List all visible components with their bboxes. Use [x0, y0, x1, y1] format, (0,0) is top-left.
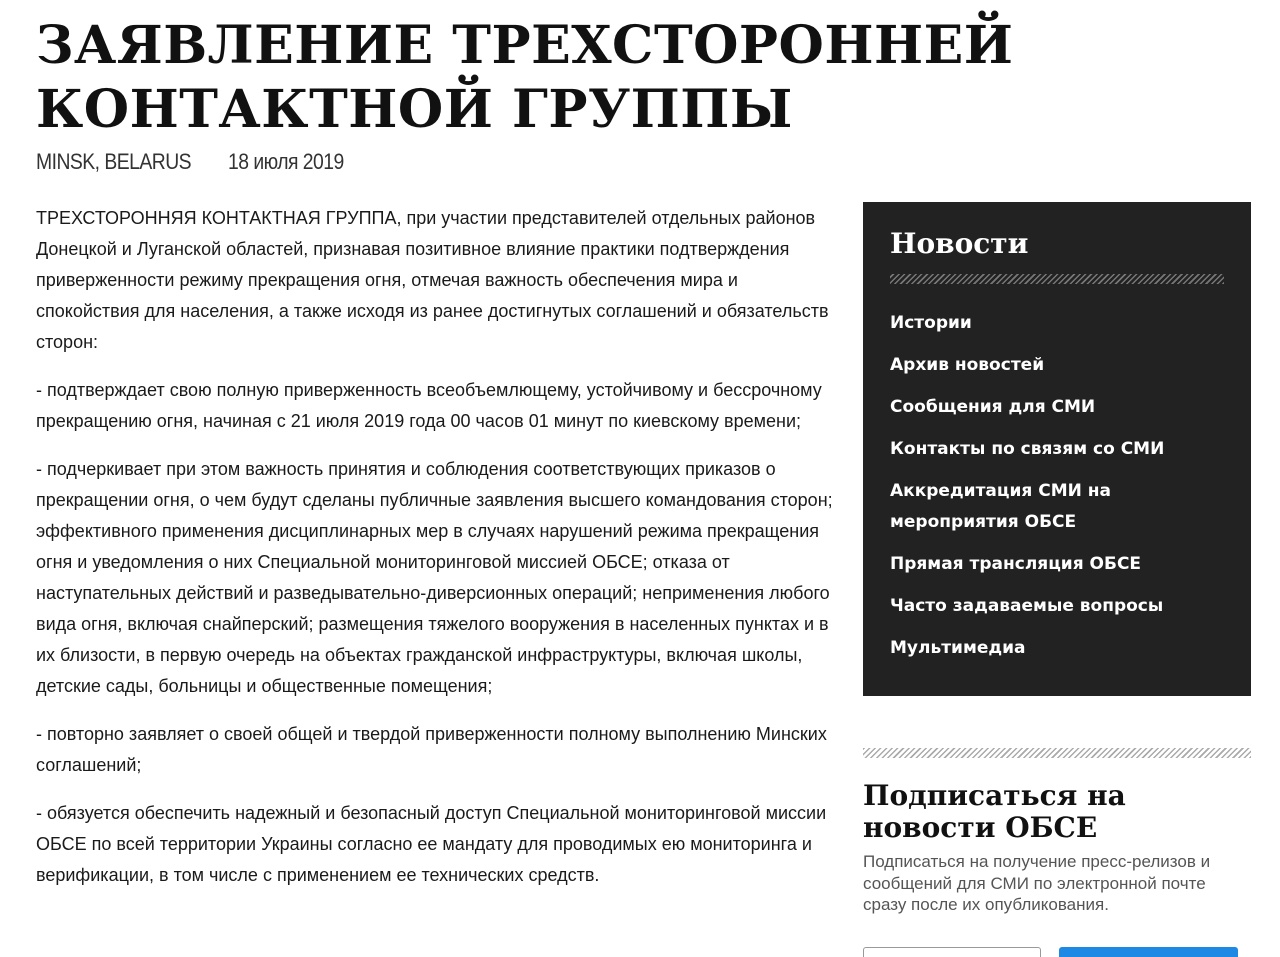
subscribe-title: Подписаться на новости ОБСЕ [863, 779, 1126, 844]
article-paragraph: - подтверждает свою полную приверженность всеобъемлющему, устойчивому и бессрочному прекращению огня, начиная с 21 июля 2019 года 00 часов 01 минут по киевскому времени; [36, 380, 822, 431]
sidebar-item-multimedia[interactable]: Мультимедиа [890, 638, 1026, 658]
news-sidebar [863, 202, 1251, 696]
article-paragraph: - обязуется обеспечить надежный и безопасный доступ Специальной мониторинговой миссии ОБСЕ по всей территории Украины согласно ее мандату для проводимых ею мониторинга и верификации, в том числе с применением ее технических средств. [36, 803, 827, 885]
article-body [36, 203, 836, 908]
sidebar-item-news-archive[interactable]: Архив новостей [890, 355, 1045, 375]
sidebar-heading: Новости [890, 227, 1029, 260]
article-paragraph: ТРЕХСТОРОННЯЯ КОНТАКТНАЯ ГРУППА, при участии представителей отдельных районов Донецкой и Луганской областей, признавая позитивное влияние практики подтверждения приверженности режиму прекращения огня, отмечая важность обеспечения мира и спокойствия для населения, а также исходя из ранее достигнутых соглашений и обязательств сторон: [36, 208, 829, 352]
article-meta [36, 148, 344, 176]
page-title: ЗАЯВЛЕНИЕ ТРЕХСТОРОННЕЙ КОНТАКТНОЙ ГРУППЫ [36, 15, 1014, 140]
article-location: MINSK, BELARUS [36, 149, 192, 174]
sidebar-item-press-releases[interactable]: Сообщения для СМИ [890, 397, 1096, 417]
article-paragraph: - подчеркивает при этом важность принятия и соблюдения соответствующих приказов о прекращении огня, о чем будут сделаны публичные заявления высшего командования сторон; эффективного применения дисциплинарных мер в случаях нарушений режима прекращения огня и уведомления о них Специальной мониторинговой миссией ОБСЕ; отказа от наступательных действий и разведывательно-диверсионных операций; неприменения любого вида огня, включая снайперский; размещения тяжелого вооружения в населенных пунктах и в их близости, в первую очередь на объектах гражданской инфраструктуры, включая школы, детские сады, больницы и общественные помещения; [36, 459, 833, 696]
sidebar-item-media-contacts[interactable]: Контакты по связям со СМИ [890, 439, 1165, 459]
sidebar-item-live-stream[interactable]: Прямая трансляция ОБСЕ [890, 554, 1142, 574]
news-nav-list [890, 308, 1224, 664]
article-paragraph: - повторно заявляет о своей общей и твердой приверженности полному выполнению Минских соглашений; [36, 724, 827, 775]
email-field[interactable] [863, 947, 1041, 957]
sidebar-item-media-accreditation[interactable]: Аккредитация СМИ на мероприятия ОБСЕ [890, 481, 1111, 532]
sidebar-item-faq[interactable]: Часто задаваемые вопросы [890, 596, 1164, 616]
hatch-divider [863, 748, 1251, 758]
subscribe-button[interactable] [1059, 947, 1238, 957]
article-date: 18 июля 2019 [228, 149, 344, 174]
subscribe-description: Подписаться на получение пресс-релизов и сообщений для СМИ по электронной почте сразу после их опубликования. [863, 852, 1211, 914]
sidebar-item-stories[interactable]: Истории [890, 313, 972, 333]
hatch-divider [890, 274, 1224, 284]
